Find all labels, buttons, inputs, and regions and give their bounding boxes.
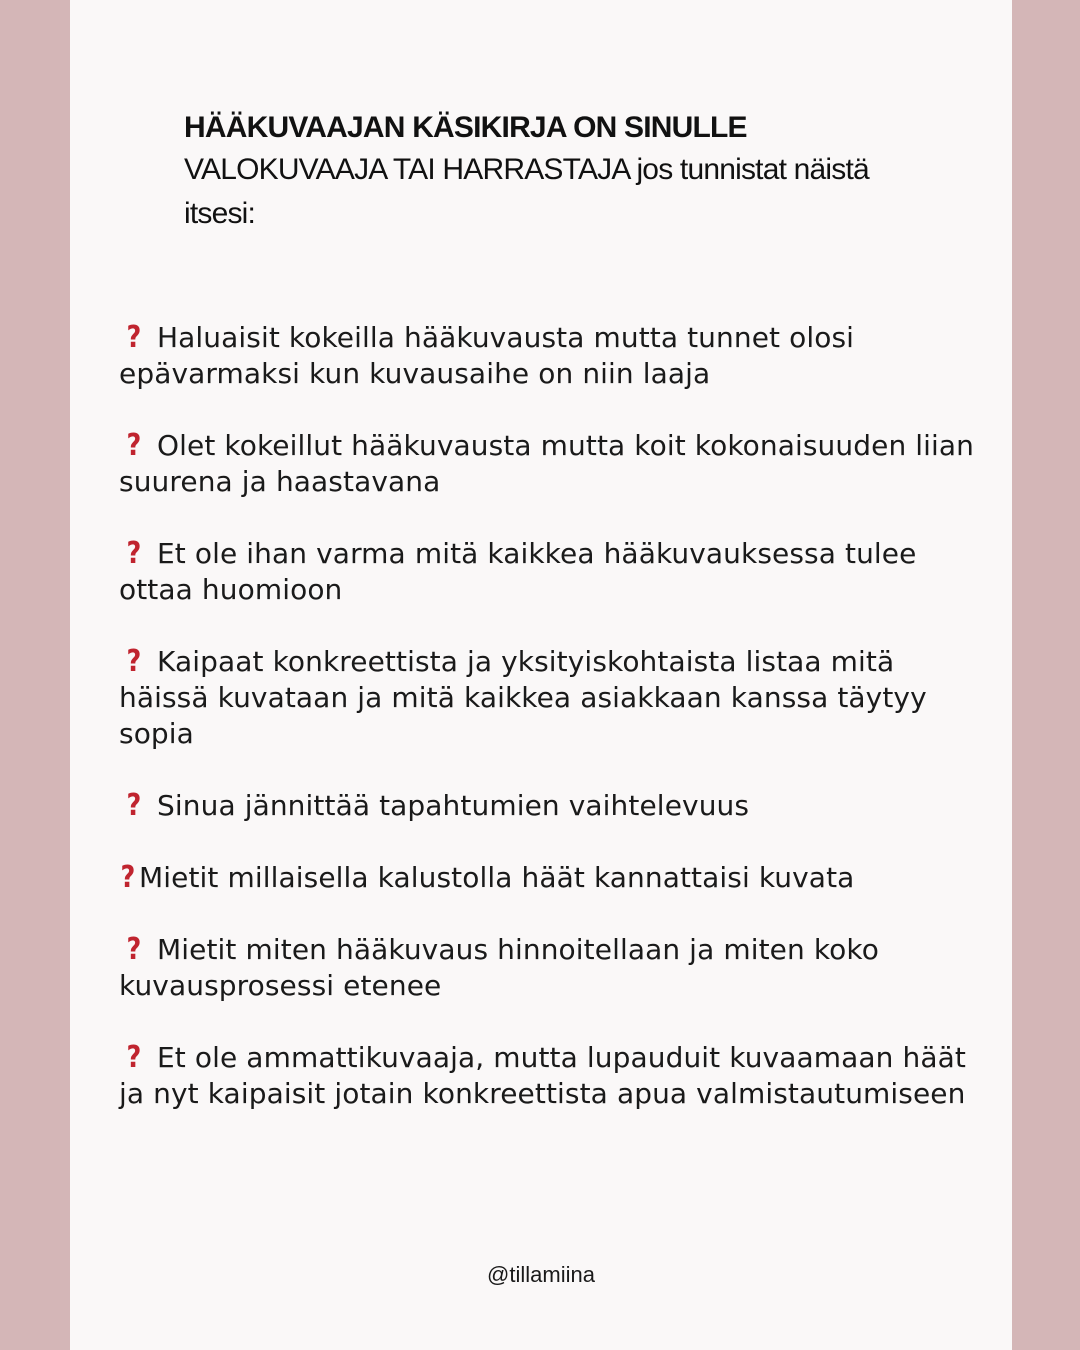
list-item-text: Kaipaat konkreettista ja yksityiskohtaista listaa mitä häissä kuvataan ja mitä kaikkea asiakkaan kanssa täytyy sopia [119,645,927,750]
question-mark-icon: ? [126,320,142,355]
lead-text: VALOKUVAAJA TAI HARRASTAJA jos tunnistat näistä itsesi: [184,153,869,230]
checklist [119,320,979,1148]
list-item [119,644,979,752]
list-item [119,428,979,500]
list-item [119,860,979,896]
footer-handle: @tillamiina [487,1262,595,1287]
list-item [119,320,979,392]
question-mark-icon: ? [126,428,142,463]
question-mark-icon: ? [126,788,142,823]
list-item-text: Haluaisit kokeilla hääkuvausta mutta tunnet olosi epävarmaksi kun kuvausaihe on niin laaja [119,321,855,390]
list-item [119,788,979,824]
list-item-text: Mietit millaisella kalustolla häät kannattaisi kuvata [139,861,855,894]
list-item-text: Et ole ammattikuvaaja, mutta lupauduit kuvaamaan häät ja nyt kaipaisit jotain konkreettista apua valmistautumiseen [119,1041,966,1110]
question-mark-icon: ? [126,932,142,967]
list-item-text: Sinua jännittää tapahtumien vaihtelevuus [157,789,750,822]
list-item [119,536,979,608]
list-item-text: Olet kokeillut hääkuvausta mutta koit kokonaisuuden liian suurena ja haastavana [119,429,975,498]
intro-block [184,108,904,236]
content-card [70,0,1012,1350]
question-mark-icon: ? [126,536,142,571]
question-mark-icon: ? [120,860,136,895]
list-item-text: Mietit miten hääkuvaus hinnoitellaan ja miten koko kuvausprosessi etenee [119,933,879,1002]
headline: HÄÄKUVAAJAN KÄSIKIRJA ON SINULLE [184,111,747,144]
question-mark-icon: ? [126,1040,142,1075]
question-mark-icon: ? [126,644,142,679]
list-item [119,932,979,1004]
list-item [119,1040,979,1112]
list-item-text: Et ole ihan varma mitä kaikkea hääkuvauksessa tulee ottaa huomioon [119,537,917,606]
